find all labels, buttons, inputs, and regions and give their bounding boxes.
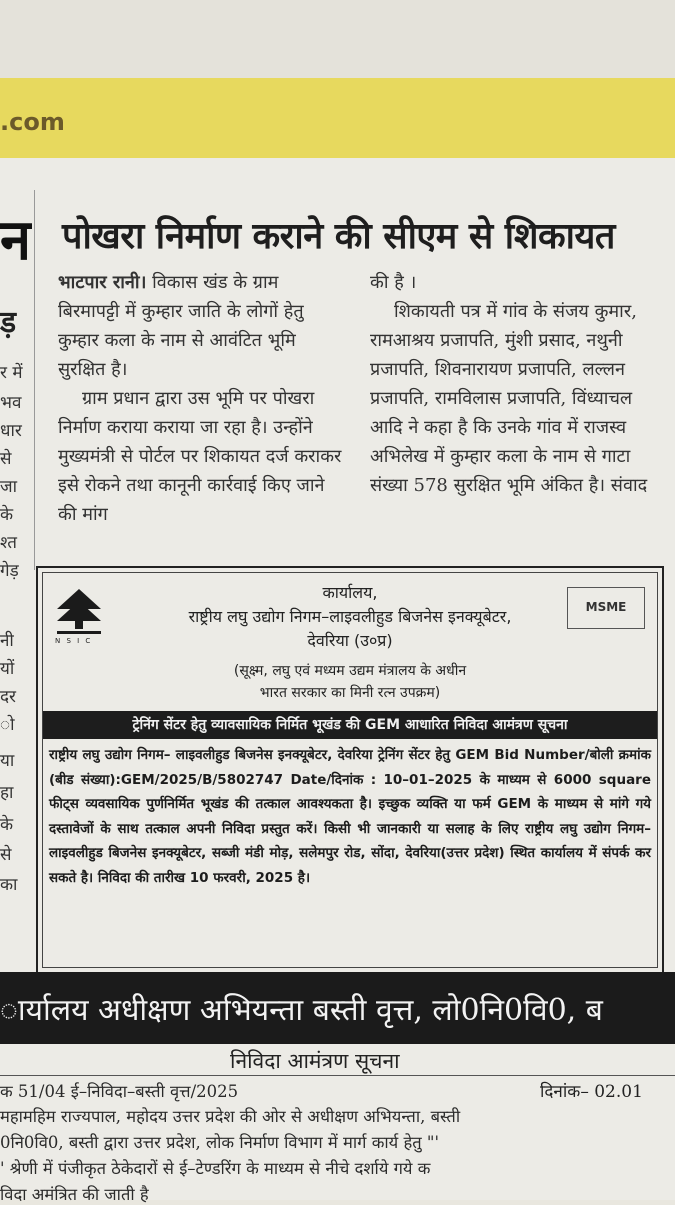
article-paragraph: की है ।: [370, 272, 417, 293]
notice-office: कार्यालय,: [322, 583, 378, 602]
left-fragment: श्त: [0, 533, 17, 553]
office-banner: [0, 972, 675, 1044]
notice-ministry: (सूक्ष्म, लघु एवं मध्यम उद्यम मंत्रालय के अधीन: [233, 663, 467, 679]
article-paragraph: शिकायती पत्र में गांव के संजय कुमार, रामआश्रय प्रजापति, मुंशी प्रसाद, नथुनी प्रजापति, शिवनारायण प्रजापति, लल्लन प्रजापति, रामविलास प्रजापति, विंध्याचल आदि ने कहा है कि उनके गांव में राजस्व अभिलेख में कुम्हार कला के नाम से गाटा संख्या 578 सुरक्षित भूमि अंकित है। संवाद: [370, 301, 648, 496]
lower-text-line: विदा अमंत्रित की जाती है: [0, 1185, 149, 1204]
left-mid-letter: ड़: [0, 305, 17, 340]
left-column-fragments: [0, 190, 32, 910]
site-url: .com: [0, 108, 65, 136]
notice-body: [49, 743, 651, 890]
yellow-header-band: [0, 78, 675, 158]
dateline: भाटपार रानी।: [58, 272, 147, 293]
page-top: [0, 0, 675, 78]
notice-body-text: राष्ट्रीय लघु उद्योग निगम– लाइवलीहुड बिजनेस इनक्यूबेटर, देवरिया ट्रेनिंग सेंटर हेतु GEM Bid Number/बोली क्रमांक (बीड संख्या):GEM/2025/B/5802747 Date/दिनांक : 10–01–2025 के माध्यम से 6000 square फीट्स व्यवसायिक पुर्णनिर्मित भूखंड की तत्काल आवश्यकता है। इच्छुक व्यक्ति या फर्म GEM के माध्यम से मांगे गये दस्तावेजों के साथ तत्काल अपनी निविदा प्रस्तुत करें। किसी भी जानकारी या सलाह के लिए राष्ट्रीय लघु उद्योग निगम– लाइवलीहुड बिजनेस इनक्यूबेटर, सब्जी मंडी मोड़, सलेमपुर रोड, सोंदा, देवरिया(उत्तर प्रदेश) स्थित कार्यालय में संपर्क कर सकते है। निविदा की तारीख 10 फरवरी, 2025 है।: [49, 747, 651, 886]
tender-notice: [36, 566, 664, 974]
lower-notice-title: निविदा आमंत्रण सूचना: [230, 1049, 400, 1073]
lower-divider: [0, 1075, 675, 1076]
left-fragment: भव: [0, 393, 22, 413]
article-headline: पोखरा निर्माण कराने की सीएम से शिकायत: [62, 215, 615, 257]
office-banner-text: ार्यालय अधीक्षण अभियन्ता बस्ती वृत्त, लो0नि0वि0, ब: [0, 993, 603, 1028]
lower-text-line: महामहिम राज्यपाल, महोदय उत्तर प्रदेश की ओर से अधीक्षण अभियन्ता, बस्ती: [0, 1107, 461, 1126]
left-fragment: ो: [0, 715, 15, 735]
left-fragment: से: [0, 449, 12, 469]
notice-govt: भारत सरकार का मिनी रत्न उपक्रम): [259, 685, 441, 701]
lower-date: दिनांक– 02.01: [540, 1082, 643, 1102]
article-paragraph: [58, 268, 343, 384]
notice-org: राष्ट्रीय लघु उद्योग निगम–लाइवलीहुड बिजनेस इनक्यूबेटर,: [188, 607, 512, 626]
lower-text-line: 0नि0वि0, बस्ती द्वारा उत्तर प्रदेश, लोक निर्माण विभाग में मार्ग कार्य हेतु "': [0, 1133, 440, 1152]
left-fragment: धार: [0, 421, 22, 441]
notice-title-bar: ट्रेनिंग सेंटर हेतु व्यावसायिक निर्मित भूखंड की GEM आधारित निविदा आमंत्रण सूचना: [43, 711, 657, 739]
left-big-letter: न: [0, 207, 32, 273]
left-fragment: नी: [0, 631, 14, 651]
left-fragment: यों: [0, 659, 15, 679]
notice-frame: [42, 572, 658, 968]
article-column-right: [370, 268, 660, 500]
left-fragment: दर: [0, 687, 16, 707]
lower-text-line: ' श्रेणी में पंजीकृत ठेकेदारों से ई–टेण्डरिंग के माध्यम से नीचे दर्शाये गये क: [0, 1159, 431, 1178]
column-divider: [34, 190, 35, 570]
nsic-logo-icon: [55, 587, 103, 637]
left-fragment: हा: [0, 783, 14, 803]
left-fragment: के: [0, 815, 14, 835]
notice-location: देवरिया (उ०प्र): [307, 631, 393, 650]
left-fragment: का: [0, 875, 18, 895]
article-column-left: [58, 268, 343, 529]
msme-logo: MSME: [567, 587, 645, 629]
left-fragment: से: [0, 845, 12, 865]
left-fragment: र में: [0, 363, 23, 383]
left-fragment: के: [0, 505, 14, 525]
nsic-logo-text: N S I C: [55, 637, 93, 645]
left-fragment: या: [0, 751, 15, 771]
left-fragment: गेड़: [0, 561, 19, 581]
paragraph-text: विकास खंड के ग्राम बिरमापट्टी में कुम्हार जाति के लोगों हेतु कुम्हार कला के नाम से आवंटित भूमि सुरक्षित है।: [58, 272, 304, 380]
lower-ref-line: क 51/04 ई–निविदा–बस्ती वृत्त/2025: [0, 1082, 239, 1101]
article-paragraph: ग्राम प्रधान द्वारा उस भूमि पर पोखरा निर्माण कराया कराया जा रहा है। उन्होंने मुख्यमंत्री से पोर्टल पर शिकायत दर्ज कराकर इसे रोकने तथा कानूनी कार्रवाई किए जाने की मांग: [58, 388, 342, 525]
left-fragment: जा: [0, 477, 18, 497]
